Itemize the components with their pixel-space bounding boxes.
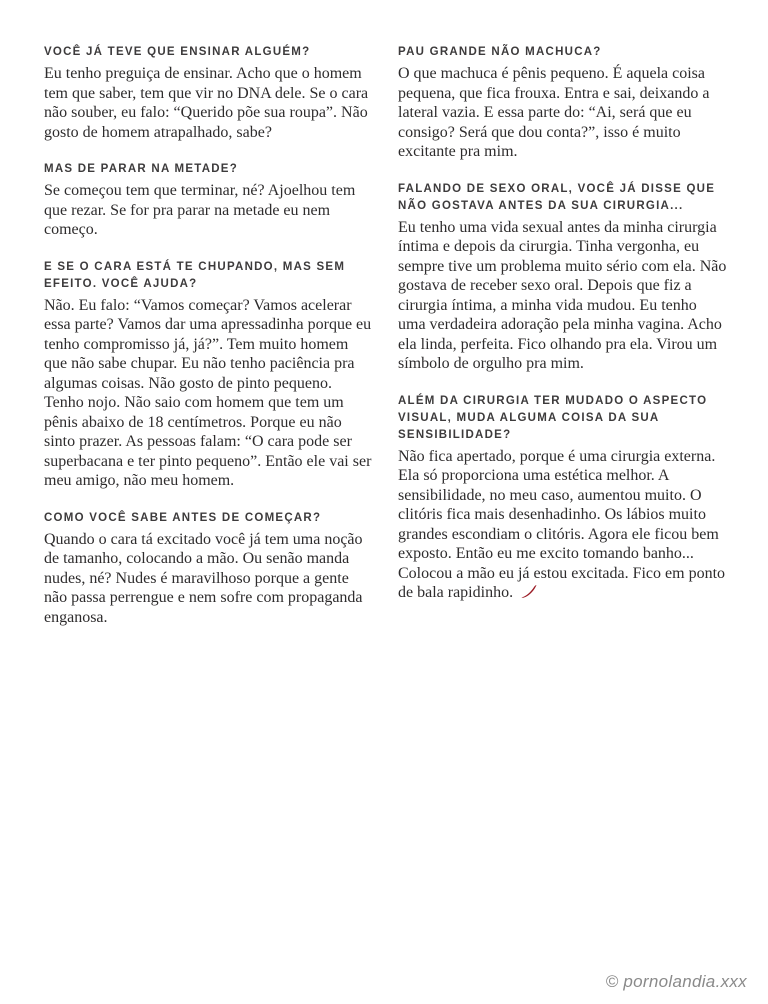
answer-text: Se começou tem que terminar, né? Ajoelhou tem que rezar. Se for pra parar na metade eu nem começo.: [44, 182, 356, 238]
answer-text-span: Não fica apertado, porque é uma cirurgia externa. Ela só proporciona uma estética melhor. A sensibilidade, no meu caso, aumentou muito. O clitóris fica mais desenhadinho. Os lábios muito grandes escondiam o clitóris. Agora ele ficou bem exposto. Então eu me excito tomando banho... Colocou a mão eu já estou excitada. Fico em ponto de bala rapidinho.: [398, 447, 726, 601]
qa-section: [44, 161, 374, 240]
question-heading: E SE O CARA ESTÁ TE CHUPANDO, MAS SEM EFEITO. VOCÊ AJUDA?: [44, 260, 346, 290]
answer-text: Não. Eu falo: “Vamos começar? Vamos acelerar essa parte? Vamos dar uma apressadinha porque eu tenho compromisso já, já?”. Tem muito homem que não sabe chupar. Eu não tenho paciência pra algumas coisas. Não gosto de pinto pequeno. Tenho nojo. Não saio com homem que tem um pênis abaixo de 18 centímetros. Porque eu não sinto prazer. As pessoas falam: “O cara pode ser superbacana e ter pinto pequeno”. Então ele vai ser meu amigo, não meu homem.: [44, 296, 372, 489]
qa-section: [44, 510, 374, 628]
answer-text: Eu tenho preguiça de ensinar. Acho que o homem tem que saber, tem que vir no DNA dele. Se o cara não souber, eu falo: “Querido põe sua roupa”. Não gosto de homem atrapalhado, sabe?: [44, 65, 369, 141]
answer-text: Quando o cara tá excitado você já tem uma noção de tamanho, colocando a mão. Ou senão manda nudes, né? Nudes é maravilhoso porque a gente não passa perrengue e nem sofre com propaganda enganosa.: [44, 530, 363, 626]
question-heading: COMO VOCÊ SABE ANTES DE COMEÇAR?: [44, 511, 322, 524]
right-column: [398, 44, 728, 646]
article-end-icon: [521, 584, 537, 597]
question-heading: VOCÊ JÁ TEVE QUE ENSINAR ALGUÉM?: [44, 46, 311, 58]
question-heading: PAU GRANDE NÃO MACHUCA?: [398, 46, 602, 58]
qa-section: [398, 44, 728, 162]
qa-section: [44, 44, 374, 142]
answer-text: Eu tenho uma vida sexual antes da minha cirurgia íntima e depois da cirurgia. Tinha vergonha, eu sempre tive um problema muito sério com ela. Não gostava de receber sexo oral. Depois que fiz a cirurgia íntima, a minha vida mudou. Eu tenho uma verdadeira adoração pela minha vagina. Acho ela linda, perfeita. Fico olhando pra ela. Virou um símbolo de orgulho pra mim.: [398, 218, 727, 372]
answer-text: O que machuca é pênis pequeno. É aquela coisa pequena, que fica frouxa. Entra e sai, deixando a lateral vazia. E essa parte do: “Ai, será que eu consigo? Será que dou conta?”, isso é muito excitante pra mim.: [398, 65, 710, 160]
article-columns: [44, 44, 728, 646]
qa-section: [398, 393, 728, 603]
qa-section: [398, 181, 728, 374]
left-column: [44, 44, 374, 646]
answer-text: [398, 447, 728, 603]
qa-section: [44, 259, 374, 491]
question-heading: MAS DE PARAR NA METADE?: [44, 163, 239, 175]
watermark-text: © pornolandia.xxx: [605, 972, 747, 991]
question-heading: FALANDO DE SEXO ORAL, VOCÊ JÁ DISSE QUE NÃO GOSTAVA ANTES DA SUA CIRURGIA...: [398, 182, 716, 212]
question-heading: ALÉM DA CIRURGIA TER MUDADO O ASPECTO VISUAL, MUDA ALGUMA COISA DA SUA SENSIBILIDADE?: [398, 394, 708, 441]
